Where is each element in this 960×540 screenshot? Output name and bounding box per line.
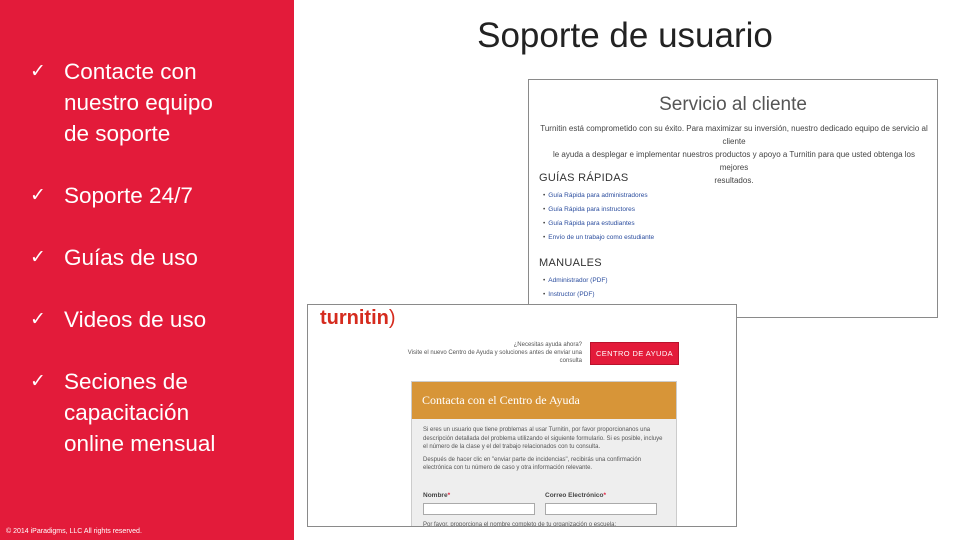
list-item-line: nuestro equipo [64, 90, 213, 115]
panel-title: Contacta con el Centro de Ayuda [422, 393, 580, 407]
manuals-title: MANUALES [539, 257, 602, 269]
service-intro-line: le ayuda a desplegar e implementar nuestros productos y apoyo a Turnitin para que usted obtenga los mejores [552, 150, 915, 172]
email-field[interactable] [545, 503, 657, 515]
checkmark-icon: ✓ [30, 308, 46, 330]
service-intro-line: Turnitin está comprometido con su éxito. Para maximizar su inversión, nuestro dedicado equipo de servicio al cliente [540, 124, 928, 146]
required-marker: * [447, 492, 451, 499]
checkmark-icon: ✓ [30, 370, 46, 392]
service-intro-line: resultados. [714, 176, 754, 185]
quick-guides-title: GUÍAS RÁPIDAS [539, 172, 629, 184]
list-item [30, 56, 280, 149]
quick-guides-list [543, 189, 654, 245]
help-center-button[interactable]: CENTRO DE AYUDA [590, 342, 679, 365]
help-prompt [396, 341, 582, 365]
name-label [423, 492, 450, 499]
customer-service-screenshot [528, 79, 938, 318]
email-label [545, 492, 606, 499]
list-item-line: Guías de uso [64, 245, 198, 270]
help-prompt-line: Visite el nuevo Centro de Ayuda y soluciones antes de enviar una [407, 350, 582, 356]
list-item-line: online mensual [64, 431, 216, 456]
help-prompt-line: consulta [559, 358, 582, 364]
contact-form-panel [411, 381, 677, 527]
logo-text: turnitin [320, 307, 389, 329]
checkmark-icon: ✓ [30, 60, 46, 82]
contact-helpdesk-screenshot [307, 304, 737, 527]
turnitin-logo [320, 307, 396, 330]
list-item [30, 180, 280, 211]
help-prompt-line: ¿Necesitas ayuda ahora? [513, 342, 582, 348]
list-item-line: Contacte con [64, 59, 197, 84]
list-item-line: de soporte [64, 121, 171, 146]
panel-paragraph: Si eres un usuario que tiene problemas al usar Turnitin, por favor proporcionanos una descripción detallada del problema utilizando el siguiente formulario. Si es posible, incluye el número de la clase y el del trabajo relacionados con tu consulta. [423, 427, 663, 450]
guide-link[interactable]: • Guía Rápida para administradores [543, 189, 654, 203]
guide-link[interactable]: • Envío de un trabajo como estudiante [543, 231, 654, 245]
manual-link[interactable]: • Administrador (PDF) [543, 274, 608, 288]
email-label-text: Correo Electrónico [545, 492, 604, 499]
guide-link[interactable]: • Guía Rápida para instructores [543, 203, 654, 217]
service-heading: Servicio al cliente [659, 94, 807, 115]
name-label-text: Nombre [423, 492, 448, 499]
sidebar-panel [0, 0, 294, 540]
panel-paragraph: Después de hacer clic en "enviar parte de incidencias", recibirás una confirmación electrónica con tu número de caso y otra información relevante. [423, 456, 642, 471]
checkmark-icon: ✓ [30, 184, 46, 206]
list-item-line: Videos de uso [64, 307, 207, 332]
list-item [30, 366, 280, 459]
required-marker: * [603, 492, 607, 499]
manual-link[interactable]: • Instructor (PDF) [543, 288, 608, 302]
checkmark-icon: ✓ [30, 246, 46, 268]
list-item [30, 242, 280, 273]
name-field[interactable] [423, 503, 535, 515]
organization-prompt: Por favor, proporciona el nombre completo de tu organización o escuela: [423, 522, 617, 527]
panel-header [412, 382, 676, 419]
list-item-line: capacitación [64, 400, 190, 425]
guide-link[interactable]: • Guía Rápida para estudiantes [543, 217, 654, 231]
list-item-line: Seciones de [64, 369, 188, 394]
copyright-text: © 2014 iParadigms, LLC All rights reserved. [6, 528, 142, 535]
logo-swirl-icon: ) [388, 307, 396, 329]
list-item-line: Soporte 24/7 [64, 183, 193, 208]
list-item [30, 304, 280, 335]
page-title: Soporte de usuario [477, 16, 773, 55]
panel-body [423, 426, 667, 473]
